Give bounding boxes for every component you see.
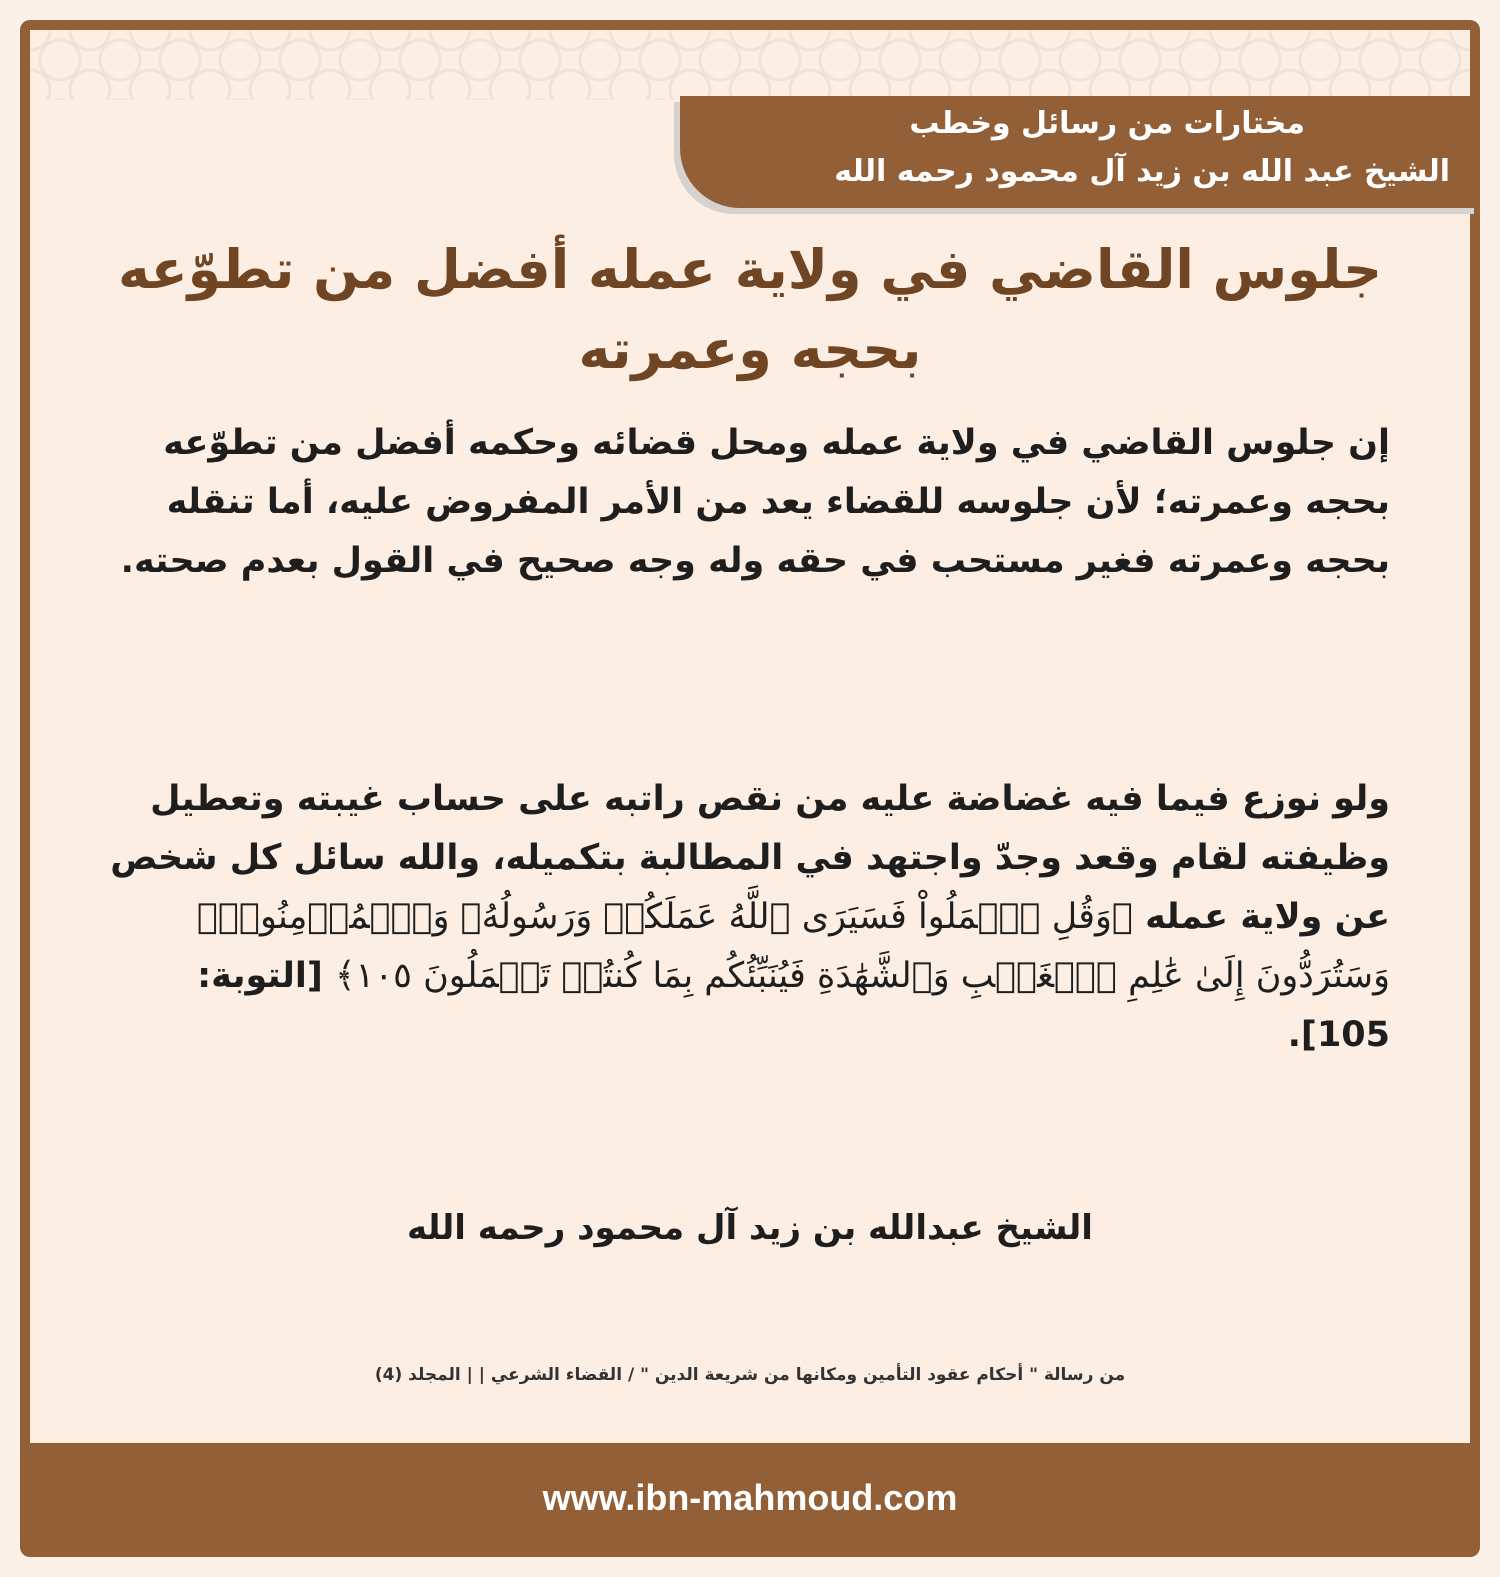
series-title: مختارات من رسائل وخطب: [909, 106, 1305, 141]
footer-bar: [20, 1455, 1480, 1545]
website-link[interactable]: www.ibn-mahmoud.com: [542, 1477, 958, 1518]
header-banner: [680, 96, 1480, 208]
source-reference: من رسالة " أحكام عقود التأمين ومكانها من شريعة الدين " / القضاء الشرعي | | المجلد (4): [374, 1365, 1126, 1385]
signature: الشيخ عبدالله بن زيد آل محمود رحمه الله: [407, 1208, 1093, 1248]
author-title: الشيخ عبد الله بن زيد آل محمود رحمه الله: [834, 154, 1450, 189]
card-frame: [20, 20, 1480, 1557]
verse-citation: [التوبة: 105].: [197, 956, 1390, 1055]
content-panel: [30, 30, 1470, 1443]
paragraph-2: [90, 770, 1390, 1065]
paragraph-2-text: ولو نوزع فيما فيه غضاضة عليه من نقص راتبه على حساب غيبته وتعطيل وظيفته لقام وقعد وجدّ واجتهد في المطالبة بتكميله، والله سائل كل شخص عن ولاية عمله: [110, 779, 1390, 937]
decorative-pattern: [30, 30, 1470, 100]
quran-verse: ﴿وَقُلِ ٱعۡمَلُواْ فَسَيَرَى ٱللَّهُ عَمَلَكُمۡ وَرَسُولُهُۥ وَٱلۡمُؤۡمِنُونَۖ وَسَتُرَدُّونَ إِلَىٰ عَٰلِمِ ٱلۡغَيۡبِ وَٱلشَّهَٰدَةِ فَيُنَبِّئُكُم بِمَا كُنتُمۡ تَعۡمَلُونَ ١٠٥﴾: [196, 897, 1390, 996]
page-title: جلوس القاضي في ولاية عمله أفضل من تطوّعه بحجه وعمرته: [117, 238, 1383, 381]
paragraph-1: إن جلوس القاضي في ولاية عمله ومحل قضائه وحكمه أفضل من تطوّعه بحجه وعمرته؛ لأن جلوسه للقضاء يعد من الأمر المفروض عليه، أما تنقله بحجه وعمرته فغير مستحب في حقه وله وجه صحيح في القول بعدم صحته.: [120, 423, 1390, 581]
